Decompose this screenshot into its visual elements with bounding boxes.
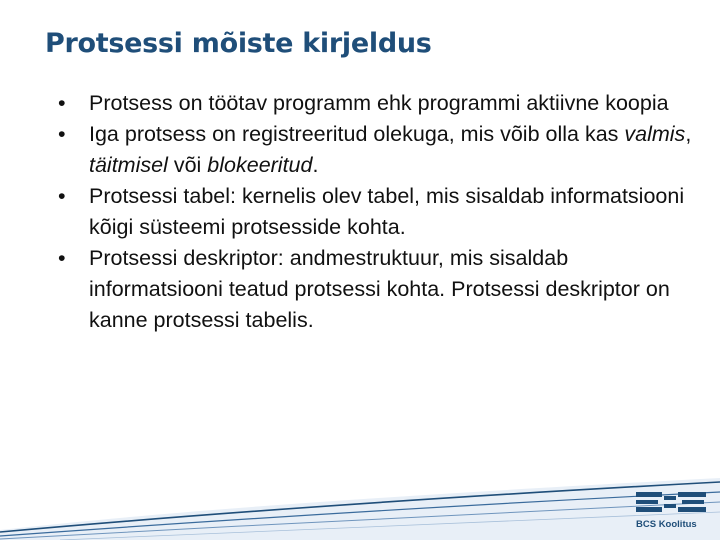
bullet-item <box>58 119 698 181</box>
bullet-item <box>58 243 698 336</box>
bullet-item <box>58 181 698 243</box>
bullet-text: Protsess on töötav programm ehk programmi aktiivne koopia <box>89 91 669 115</box>
bullet-text: Iga protsess on registreeritud olekuga, mis võib olla kas <box>89 122 625 146</box>
bullet-dot: • <box>58 246 66 270</box>
bullet-text-italic: täitmisel <box>89 153 168 177</box>
bullet-text-italic: blokeeritud <box>207 153 313 177</box>
decorative-swoosh <box>0 470 720 540</box>
bullet-text: . <box>312 153 319 177</box>
bullet-list <box>58 88 698 336</box>
bullet-text: Protsessi tabel: kernelis olev tabel, mis sisaldab informatsiooni kõigi süsteemi protsesside kohta. <box>89 184 685 239</box>
bullet-item <box>58 88 698 119</box>
slide-title: Protsessi mõiste kirjeldus <box>45 28 432 59</box>
bullet-text-italic: valmis <box>624 122 686 146</box>
bullet-text: või <box>167 153 208 177</box>
bullet-dot: • <box>58 122 66 146</box>
bullet-text: Protsessi deskriptor: andmestruktuur, mis sisaldab informatsiooni teatud protsessi kohta. Protsessi deskriptor on kanne protsessi tabelis. <box>89 246 670 332</box>
bullet-dot: • <box>58 184 66 208</box>
bullet-dot: • <box>58 91 66 115</box>
bullet-text: , <box>685 122 692 146</box>
logo-caption: BCS Koolitus <box>636 519 697 530</box>
